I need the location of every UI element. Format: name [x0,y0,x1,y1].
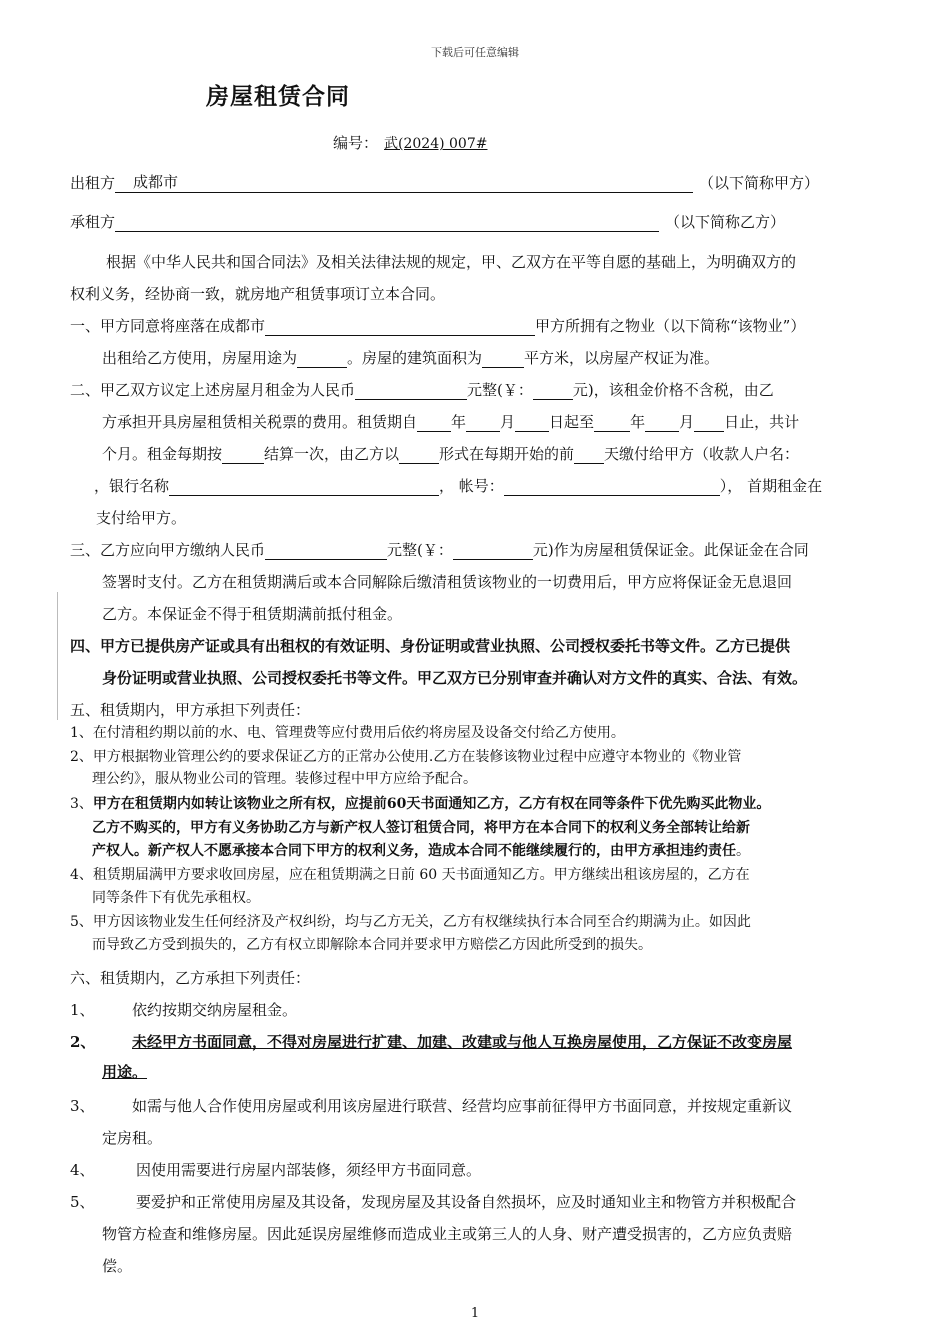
clause-1-text-a: 一、甲方同意将座落在成都市 [70,317,266,335]
clause-5-item-3-line-3 [92,842,750,860]
clause-3-text-b: 元整(￥： [387,541,453,559]
clause-2-line-3 [102,444,799,464]
clause-4-line-1: 四、甲方已提供房产证或具有出租权的有效证明、身份证明或营业执照、公司授权委托书等文件。乙方已提供 [70,637,791,655]
clause-2-text-c: 元)，该租金价格不含税，由乙 [572,381,774,399]
lessor-suffix: （以下简称甲方） [699,174,820,192]
lessor-line [70,173,819,193]
end-year-blank[interactable] [594,415,630,432]
clause-5-item-1: 1、在付清租约期以前的水、电、管理费等应付费用后依约将房屋及设备交付给乙方使用。 [70,725,625,741]
clause-2-line-4 [94,476,822,496]
day-from-label: 日起至 [549,413,595,431]
end-day-blank[interactable] [694,415,724,432]
contract-number-value: 武(2024) 007# [384,136,488,152]
end-month-blank[interactable] [645,415,679,432]
advance-days-blank[interactable] [574,447,604,464]
settlement-period-blank[interactable] [222,447,264,464]
clause-2-text-b: 元整(￥： [467,381,533,399]
clause-5-item-3-number: 3、 [70,796,93,812]
intro-line-1: 根据《中华人民共和国合同法》及相关法律法规的规定，甲、乙双方在平等自愿的基础上，为明确双方的 [106,253,797,271]
margin-revision-mark [57,592,58,720]
contract-number [333,133,493,154]
clause-5-item-3-line-2: 乙方不购买的，甲方有义务协助乙方与新产权人签订租赁合同，将甲方在本合同下的权利义务全部转让给新 [92,820,750,836]
clause-2-text-g: 结算一次，由乙方以 [264,445,400,463]
clause-5-item-2-line-1: 2、甲方根据物业管理公约的要求保证乙方的正常办公使用.乙方在装修该物业过程中应遵守本物业的《物业管 [70,749,742,765]
start-day-blank[interactable] [515,415,549,432]
clause-5-item-5-line-1: 5、甲方因该物业发生任何经济及产权纠纷，均与乙方无关，乙方有权继续执行本合同至合约期满为止。如因此 [70,914,751,930]
clause-4-line-2: 身份证明或营业执照、公司授权委托书等文件。甲乙双方已分别审查并确认对方文件的真实、合法、有效。 [102,669,808,687]
clause-6-item-2-number: 2、 [70,1033,96,1051]
clause-3-text-a: 三、乙方应向甲方缴纳人民币 [70,541,266,559]
lessee-blank[interactable] [115,215,659,232]
property-address-blank[interactable] [265,319,535,336]
clause-5-item-2-line-2: 理公约》，服从物业公司的管理。装修过程中甲方应给予配合。 [92,771,477,787]
clause-5-item-3-text-c: 产权人。新产权人不愿承接本合同下甲方的权利义务，造成本合同不能继续履行的，由甲方承担违约责任 [92,843,736,859]
clause-1-text-d: 。房屋的建筑面积为 [347,349,483,367]
year-label: 年 [451,413,467,431]
clause-5-item-4-line-2: 同等条件下有优先承租权。 [92,890,260,906]
clause-6-item-5-line-3: 偿。 [102,1257,133,1275]
clause-2-text-a: 二、甲乙双方议定上述房屋月租金为人民币 [70,381,356,399]
lessee-label: 承租方 [70,213,116,231]
clause-5-item-3-text-a: 甲方在租赁期内如转让该物业之所有权，应提前60天书面通知乙方，乙方有权在同等条件下优先购买此物业。 [92,796,771,812]
year-label: 年 [630,413,646,431]
clause-3-text-c: 元)作为房屋租赁保证金。此保证金在合同 [532,541,809,559]
clause-6-item-1-number: 1、 [70,1001,95,1019]
month-label: 月 [500,413,516,431]
property-usage-blank[interactable] [297,351,347,368]
page-header-note: 下载后可任意编辑 [431,46,519,59]
building-area-blank[interactable] [482,351,524,368]
contract-number-label: 编号： [333,134,379,152]
month-label: 月 [679,413,695,431]
clause-6-item-4-number: 4、 [70,1161,95,1179]
clause-1-text-e: 平方米，以房屋产权证为准。 [524,349,720,367]
day-to-label: 日止，共计 [724,413,800,431]
lessor-value: 成都市 [133,173,179,191]
clause-2-line-2 [102,412,799,432]
lessee-line [70,212,785,232]
clause-6-item-5-line-2: 物管方检查和维修房屋。因此延误房屋维修而造成业主或第三人的人身、财产遭受损害的，乙方应负责赔 [102,1225,793,1243]
payment-method-blank[interactable] [399,447,439,464]
clause-6-item-3-line-2: 定房租。 [102,1129,163,1147]
clause-2-line-5: 支付给甲方。 [96,509,187,527]
clause-5-item-3-line-1 [70,795,770,813]
lessor-label: 出租方 [70,174,116,192]
clause-6-item-2-line-2: 用途。 [102,1063,148,1081]
lessee-suffix: （以下简称乙方） [665,213,786,231]
start-year-blank[interactable] [417,415,451,432]
bank-name-blank[interactable] [169,479,439,496]
clause-2-text-j: ，银行名称 [94,477,170,495]
deposit-words-blank[interactable] [265,543,387,560]
clause-3-line-1 [70,540,809,560]
clause-2-text-k: ， 帐号： [439,477,504,495]
clause-2-text-f: 个月。租金每期按 [102,445,223,463]
clause-2-text-l: ）， 首期租金在 [719,477,823,495]
monthly-rent-words-blank[interactable] [355,383,467,400]
clause-6-item-5-line-1: 要爱护和正常使用房屋及其设备，发现房屋及其设备自然损坏，应及时通知业主和物管方并积极配合 [136,1193,797,1211]
clause-5-item-5-line-2: 而导致乙方受到损失的，乙方有权立即解除本合同并要求甲方赔偿乙方因此所受到的损失。 [92,937,652,953]
clause-2-text-i: 天缴付给甲方（收款人户名： [604,445,800,463]
clause-6-item-1-text: 依约按期交纳房屋租金。 [132,1001,298,1019]
page-number: 1 [470,1306,480,1321]
clause-1-text-b: 甲方所拥有之物业（以下简称“该物业”） [535,317,806,335]
clause-2-line-1 [70,380,774,400]
clause-3-line-3: 乙方。本保证金不得于租赁期满前抵付租金。 [102,605,403,623]
monthly-rent-amount-blank[interactable] [533,383,573,400]
clause-1-line-1 [70,316,805,336]
clause-5-item-3-period: 。 [736,843,750,859]
clause-3-line-2: 签署时支付。乙方在租赁期满后或本合同解除后缴清租赁该物业的一切费用后，甲方应将保证金无息退回 [102,573,793,591]
clause-1-line-2 [102,348,719,368]
clause-1-text-c: 出租给乙方使用，房屋用途为 [102,349,298,367]
clause-5-heading: 五、租赁期内，甲方承担下列责任： [70,701,311,719]
clause-5-item-4-line-1: 4、租赁期届满甲方要求收回房屋，应在租赁期满之日前 60 天书面通知乙方。甲方继续出租该房屋的，乙方在 [70,867,750,883]
start-month-blank[interactable] [466,415,500,432]
clause-6-heading: 六、租赁期内，乙方承担下列责任： [70,969,311,987]
lessor-blank[interactable] [115,173,693,193]
clause-6-item-2-line-1: 未经甲方书面同意，不得对房屋进行扩建、加建、改建或与他人互换房屋使用，乙方保证不改变房屋 [132,1033,793,1051]
clause-2-text-h: 形式在每期开始的前 [439,445,575,463]
deposit-amount-blank[interactable] [453,543,533,560]
account-number-blank[interactable] [504,479,720,496]
clause-6-item-5-number: 5、 [70,1193,95,1211]
document-title: 房屋租赁合同 [206,84,350,110]
clause-2-text-d: 方承担开具房屋租赁相关税票的费用。租赁期自 [102,413,418,431]
clause-6-item-4-text: 因使用需要进行房屋内部装修，须经甲方书面同意。 [136,1161,482,1179]
clause-6-item-3-number: 3、 [70,1097,95,1115]
intro-line-2: 权利义务，经协商一致，就房地产租赁事项订立本合同。 [70,285,446,303]
clause-6-item-3-line-1: 如需与他人合作使用房屋或利用该房屋进行联营、经营均应事前征得甲方书面同意，并按规定重新议 [132,1097,793,1115]
